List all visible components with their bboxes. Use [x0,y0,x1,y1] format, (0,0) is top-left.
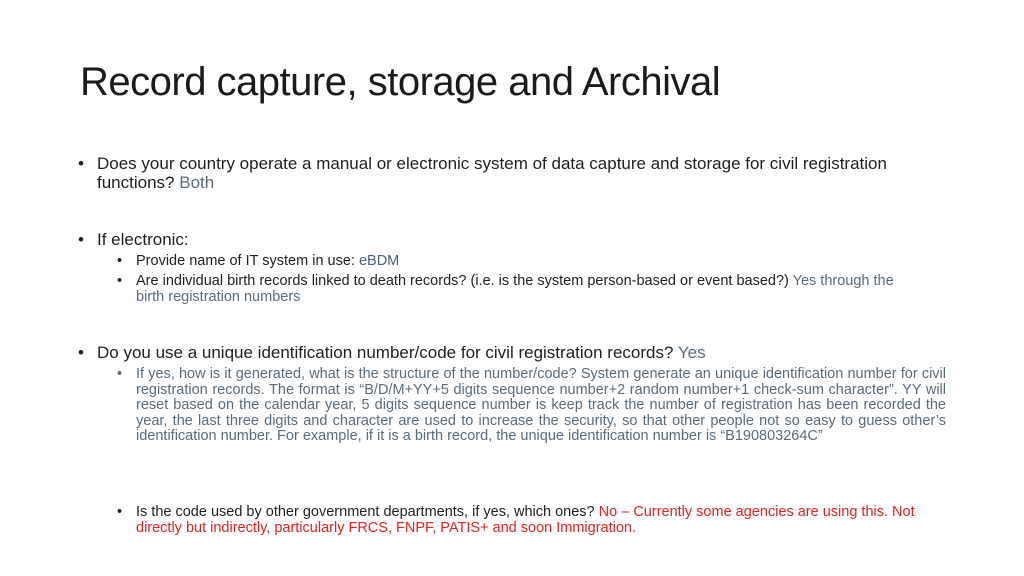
question-text: Provide name of IT system in use: [136,253,355,269]
answer-text: Yes [677,343,706,362]
answer-no: No – [598,504,630,520]
answer-text: Yes through the birth registration numbers [136,273,894,305]
sub-bullet-it-system [117,254,907,270]
bullet-dot-icon: • [117,366,123,382]
answer-text: Both [179,173,215,192]
bullet-dot-icon: • [78,343,84,362]
bullet-if-electronic [78,230,908,249]
bullet-country-system [78,154,908,192]
bullet-dot-icon: • [117,253,123,269]
bullet-dot-icon: • [117,273,123,289]
question-text: Are individual birth records linked to death records? (i.e. is the system person-based or event based?) [136,273,789,289]
answer-text: If yes, how is it generated, what is the structure of the number/code? System generate an unique identification number for civil registration records. The format is “B/D/M+YY+5 digits sequence number+2 random number+1 check-sum character”. YY will reset based on the calendar year, 5 digits sequence number is keep track the number of registration has been recorded the year, the last three digits and character are used to increase the security, so that other people not so easy to guess other’s identification number. For example, if it is a birth record, the unique identification number is “B190803264C” [136,366,946,444]
sub-bullet-other-departments [117,505,917,536]
question-text: If electronic: [97,230,189,249]
bullet-dot-icon: • [117,504,123,520]
question-text: Is the code used by other government departments, if yes, which ones? [136,504,595,520]
bullet-unique-id [78,343,908,362]
question-text: Do you use a unique identification number/code for civil registration records? [97,343,674,362]
bullet-dot-icon: • [78,154,84,173]
sub-bullet-id-structure [117,367,946,445]
slide-title: Record capture, storage and Archival [80,60,721,104]
sub-bullet-linked-records [117,274,907,305]
question-text: Does your country operate a manual or electronic system of data capture and storage for civil registration functions? [97,154,887,192]
bullet-dot-icon: • [78,230,84,249]
answer-text: eBDM [358,253,400,269]
answer-detail: Currently some agencies are using this. Not directly but indirectly, particularly FRCS, FNPF, PATIS+ and soon Immigration. [136,504,915,536]
